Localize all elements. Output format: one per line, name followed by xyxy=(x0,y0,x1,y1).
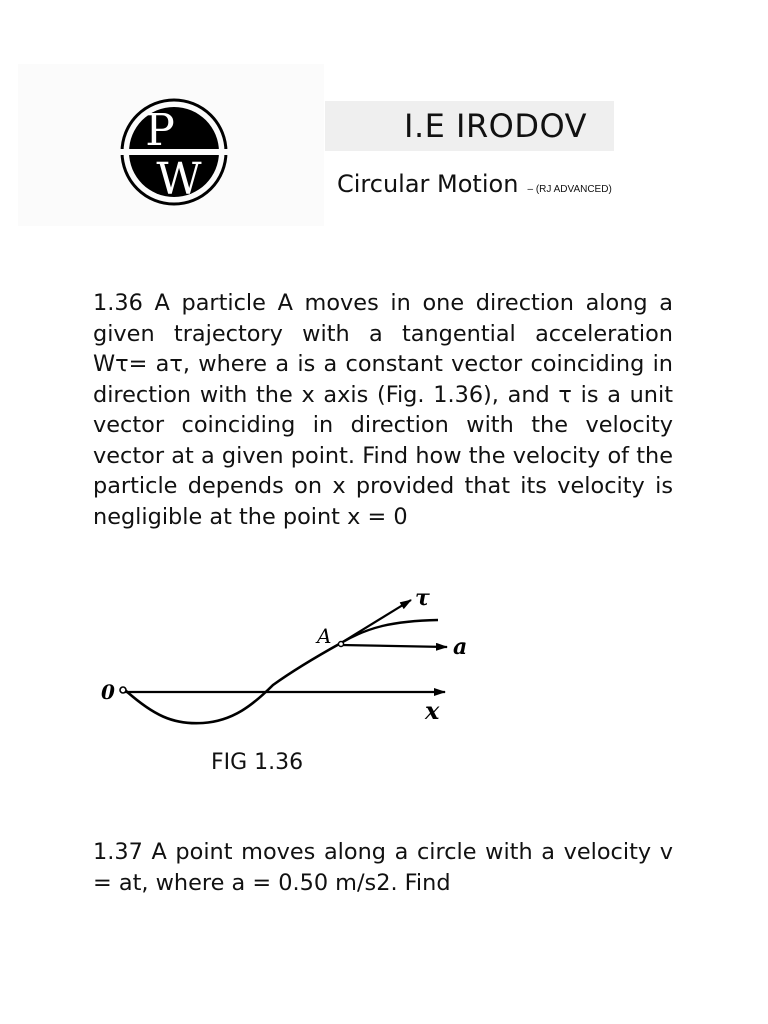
label-origin: 0 xyxy=(101,680,115,704)
figure-caption: FIG 1.36 xyxy=(211,750,304,775)
accel-vector xyxy=(341,645,447,647)
label-x-axis: x xyxy=(425,696,440,725)
subtitle: Circular Motion xyxy=(337,170,519,198)
logo-letter-w: W xyxy=(156,154,202,205)
page-title: I.E IRODOV xyxy=(404,107,588,145)
problem-1-36-text: 1.36 A particle A moves in one direction along a given trajectory with a tangential acceleration Wτ= aτ, where a is a constant vector coinciding in direction with the x axis (Fig. 1.36), and τ is a unit vector coinciding in direction with the velocity vector at a given point. Find how the velocity of the particle depends on x provided that its velocity is negligible at the point x = 0 xyxy=(93,290,673,530)
trajectory-curve xyxy=(125,643,341,723)
trajectory-continuation xyxy=(341,620,438,643)
subtitle-row xyxy=(337,168,612,200)
label-point-a: A xyxy=(317,624,332,648)
pw-logo xyxy=(112,96,236,208)
problem-1-37-text: 1.37 A point moves along a circle with a velocity v = at, where a = 0.50 m/s2. Find xyxy=(93,839,673,896)
logo-letter-p: P xyxy=(145,105,175,156)
subtitle-note: – (RJ ADVANCED) xyxy=(527,184,612,195)
label-tau: τ xyxy=(415,585,430,611)
label-accel: a xyxy=(453,634,468,660)
origin-point xyxy=(120,687,126,693)
point-a-marker xyxy=(339,642,344,647)
